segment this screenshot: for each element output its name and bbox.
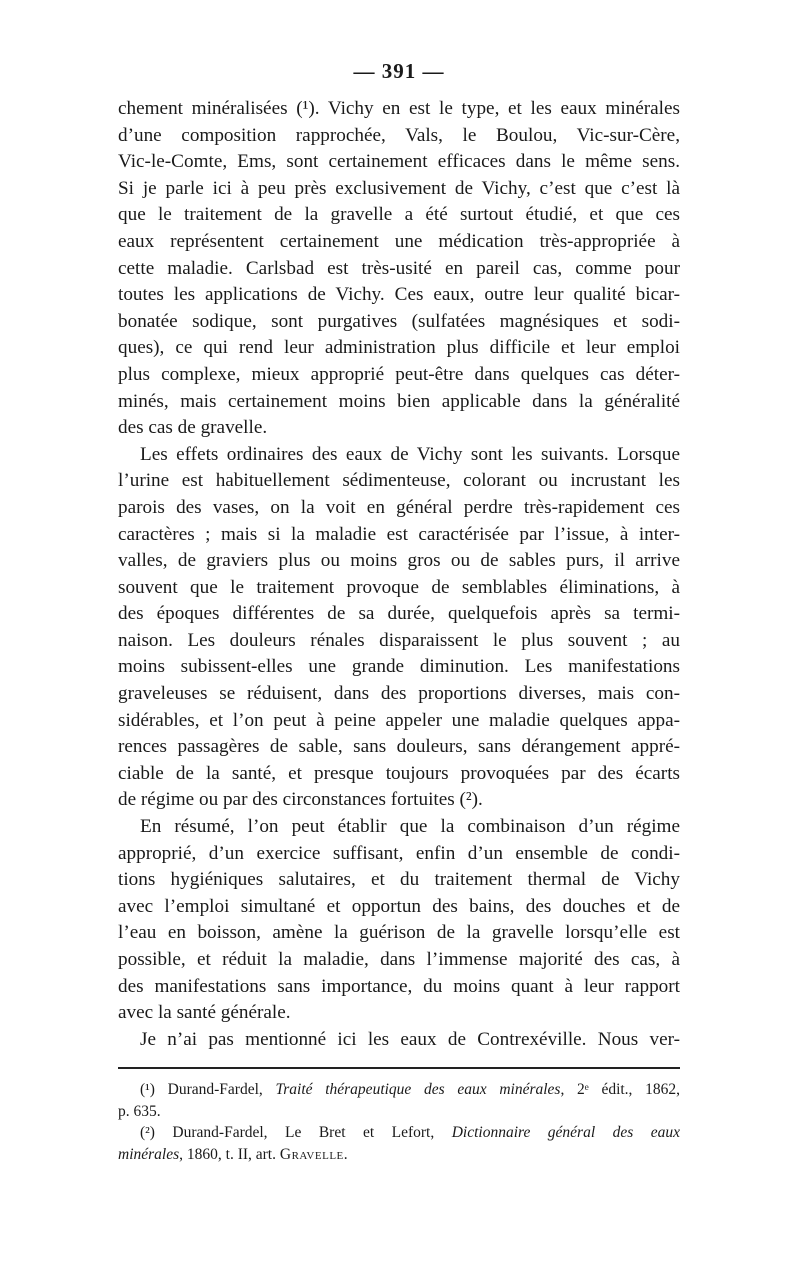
body-text <box>118 96 680 1053</box>
text-line: Les effets ordinaires des eaux de Vichy sont les suivants. Lorsque <box>140 443 680 465</box>
footnote-1-line-1 <box>118 1079 680 1101</box>
footnote-2-end: . <box>343 1145 348 1163</box>
text-line: d’une composition rapprochée, Vals, le Boulou, Vic-sur-Cère, <box>118 124 680 146</box>
text-line: ciable de la santé, et presque toujours provoquées par des écarts <box>118 762 680 784</box>
text-line: chement minéralisées (¹). Vichy en est le type, et les eaux minérales <box>118 98 680 119</box>
text-line: bonatée sodique, sont purgatives (sulfatées magnésiques et sodi- <box>118 310 680 332</box>
text-line: eaux représentent certainement une médication très-appropriée à <box>118 230 680 252</box>
footnote-1-edition: , 2ᵉ édit., 1862, <box>560 1081 681 1099</box>
text-line: des époques différentes de sa durée, quelquefois après sa termi- <box>118 603 680 625</box>
text-line: que le traitement de la gravelle a été surtout étudié, et que ces <box>118 204 680 226</box>
text-line: valles, de graviers plus ou moins gros ou de sables purs, il arrive <box>118 550 680 572</box>
text-line: des manifestations sans importance, du moins quant à leur rapport <box>118 975 680 997</box>
text-line: minés, mais certainement moins bien applicable dans la généralité <box>118 390 680 412</box>
text-line: avec l’emploi simultané et opportun des bains, des douches et de <box>118 895 680 917</box>
text-line: approprié, d’un exercice suffisant, enfin d’un ensemble de condi- <box>118 842 680 864</box>
footnote-rule <box>118 1067 680 1069</box>
footnote-2-title-part-1: Dictionnaire général des eaux <box>451 1124 680 1142</box>
footnote-1-line-2: p. 635. <box>118 1102 161 1120</box>
text-line: possible, et réduit la maladie, dans l’immense majorité des cas, à <box>118 949 680 970</box>
text-line: En résumé, l’on peut établir que la combinaison d’un régime <box>140 816 680 838</box>
text-line: Vic-le-Comte, Ems, sont certainement efficaces dans le même sens. <box>118 151 680 173</box>
text-line: Je n’ai pas mentionné ici les eaux de Contrexéville. Nous ver- <box>140 1028 680 1050</box>
page-number: — 391 — <box>353 59 445 83</box>
footnote-2-volume: , 1860, t. II, art. <box>179 1145 280 1163</box>
footnote-2-authors: (²) Durand-Fardel, Le Bret et Lefort, <box>140 1124 452 1142</box>
text-line: Si je parle ici à peu près exclusivement de Vichy, c’est que c’est là <box>118 177 680 199</box>
text-line: tions hygiéniques salutaires, et du traitement thermal de Vichy <box>118 869 680 891</box>
text-line: plus complexe, mieux approprié peut-être dans quelques cas déter- <box>118 363 680 385</box>
text-line: souvent que le traitement provoque de semblables éliminations, à <box>118 576 680 598</box>
text-line: l’eau en boisson, amène la guérison de la gravelle lorsqu’elle est <box>118 922 680 944</box>
text-line: des cas de gravelle. <box>118 417 268 439</box>
text-line: de régime ou par des circonstances fortuites (²). <box>118 789 483 811</box>
text-line: toutes les applications de Vichy. Ces eaux, outre leur qualité bicar- <box>118 284 680 306</box>
text-line: parois des vases, on la voit en général perdre très-rapidement ces <box>118 496 680 518</box>
footnote-1-author: (¹) Durand-Fardel, <box>140 1081 276 1099</box>
text-line: naison. Les douleurs rénales disparaissent le plus souvent ; au <box>118 629 680 651</box>
text-line: cette maladie. Carlsbad est très-usité en pareil cas, comme pour <box>118 257 680 279</box>
footnotes <box>118 1079 680 1165</box>
footnote-2-article: Gravelle <box>279 1145 344 1163</box>
text-line: caractères ; mais si la maladie est caractérisée par l’issue, à inter- <box>118 523 680 545</box>
text-line: l’urine est habituellement sédimenteuse, colorant ou incrustant les <box>118 470 680 492</box>
footnote-1-title: Traité thérapeutique des eaux minérales <box>275 1081 561 1099</box>
footnote-2-title-part-2: minérales <box>118 1145 180 1163</box>
text-line: graveleuses se réduisent, dans des proportions diverses, mais con- <box>118 683 680 705</box>
text-line: rences passagères de sable, sans douleurs, sans dérangement appré- <box>118 736 680 758</box>
footnote-2-line-1 <box>118 1122 680 1144</box>
text-line: ques), ce qui rend leur administration plus difficile et leur emploi <box>118 337 680 359</box>
footnote-2-line-2 <box>118 1144 680 1166</box>
text-line: sidérables, et l’on peut à peine appeler une maladie quelques appa- <box>118 709 680 731</box>
text-line: moins subissent-elles une grande diminution. Les manifestations <box>118 656 680 678</box>
book-page <box>118 58 680 1165</box>
text-line: avec la santé générale. <box>118 1002 291 1024</box>
